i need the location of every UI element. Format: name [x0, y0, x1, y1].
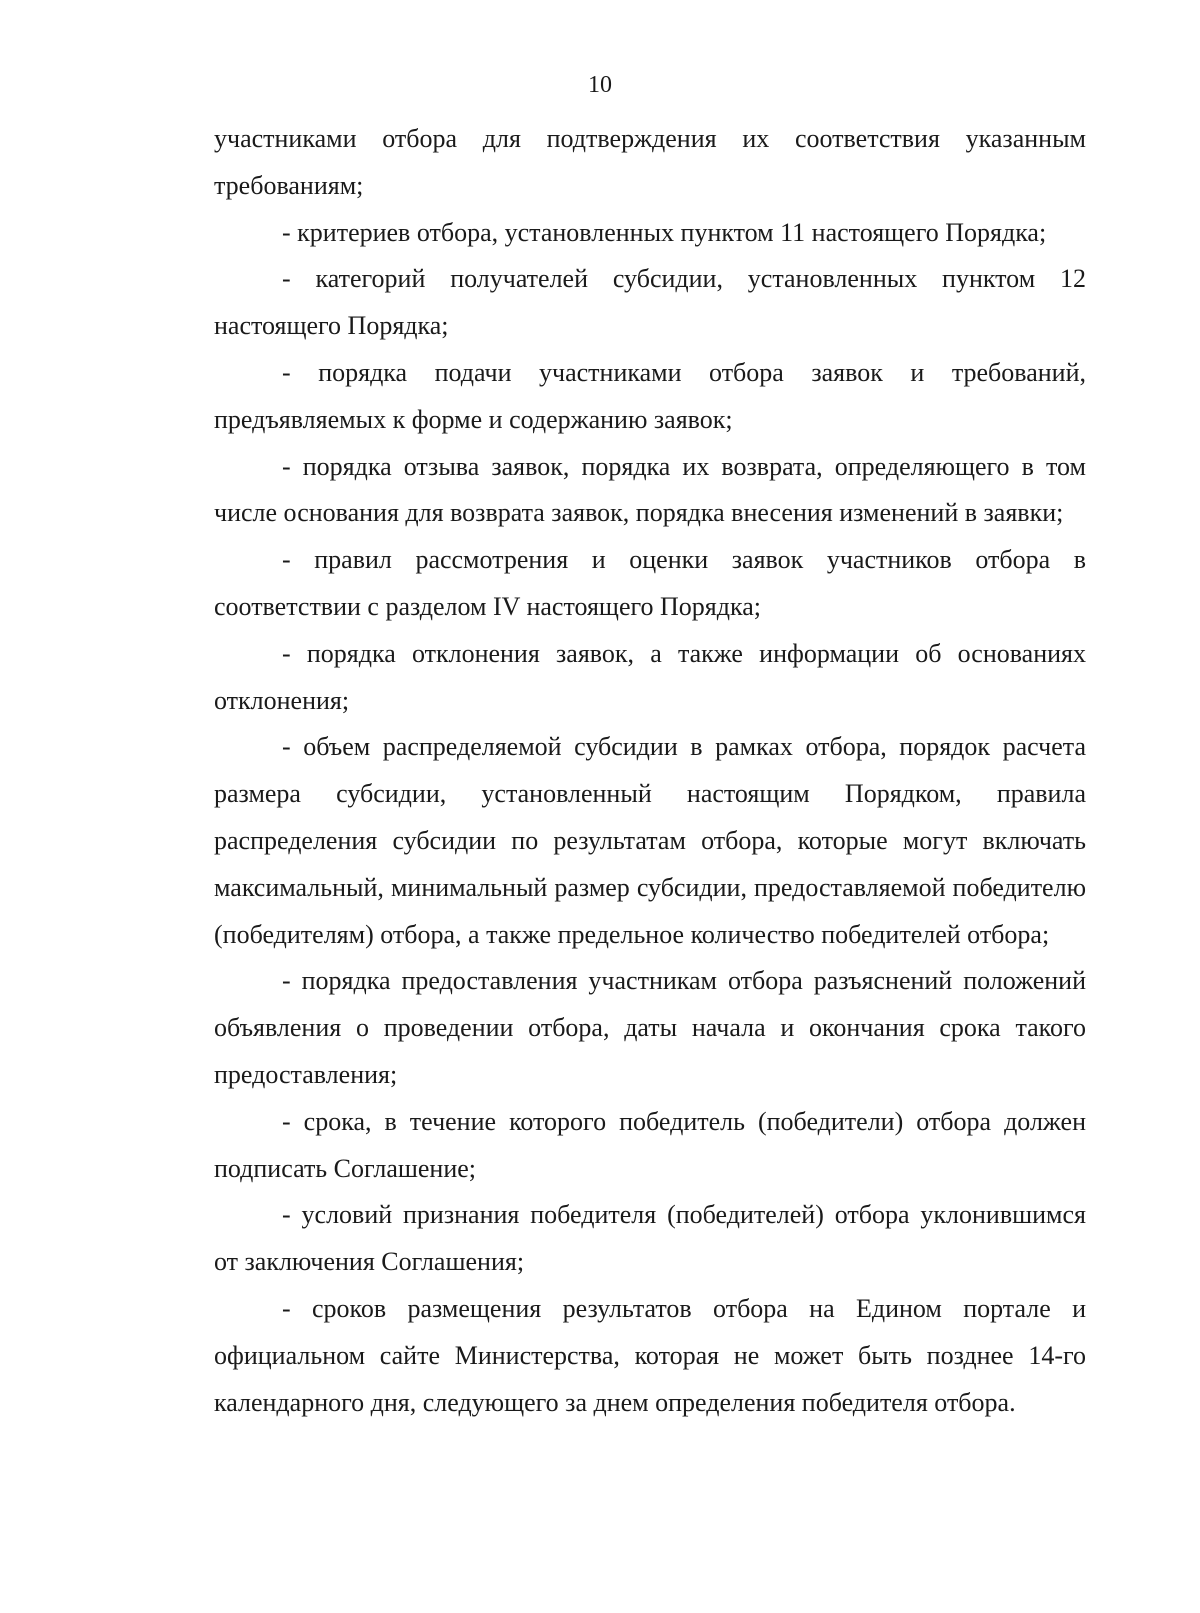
- paragraph: - сроков размещения результатов отбора на Едином портале и официальном сайте Министерства, которая не может быть позднее 14-го календарного дня, следующего за днем определения победителя отбора.: [214, 1293, 1086, 1417]
- paragraph: - критериев отбора, установленных пунктом 11 настоящего Порядка;: [282, 217, 1047, 247]
- paragraph: - срока, в течение которого победитель (победители) отбора должен подписать Соглашение;: [214, 1106, 1086, 1183]
- paragraph: - правил рассмотрения и оценки заявок участников отбора в соответствии с разделом IV настоящего Порядка;: [214, 545, 1086, 621]
- paragraph: - объем распределяемой субсидии в рамках отбора, порядок расчета размера субсидии, установленный настоящим Порядком, правила распределения субсидии по результатам отбора, которые могут включать максимальный, минимальный размер субсидии, предоставляемой победителю (победителям) отбора, а также предельное количество победителей отбора;: [214, 732, 1086, 949]
- paragraph: - категорий получателей субсидии, установленных пунктом 12 настоящего Порядка;: [214, 264, 1086, 341]
- body-text: [214, 116, 1086, 1426]
- paragraph: - порядка подачи участниками отбора заявок и требований, предъявляемых к форме и содержанию заявок;: [214, 357, 1086, 434]
- paragraph: - порядка предоставления участникам отбора разъяснений положений объявления о проведении отбора, даты начала и окончания срока такого предоставления;: [214, 966, 1086, 1089]
- page-number: 10: [588, 72, 612, 98]
- paragraph: участниками отбора для подтверждения их соответствия указанным требованиям;: [214, 124, 1086, 200]
- paragraph: - порядка отклонения заявок, а также информации об основаниях отклонения;: [214, 638, 1086, 715]
- paragraph: - порядка отзыва заявок, порядка их возврата, определяющего в том числе основания для возврата заявок, порядка внесения изменений в заявки;: [214, 451, 1086, 528]
- paragraph: - условий признания победителя (победителей) отбора уклонившимся от заключения Соглашения;: [214, 1200, 1086, 1277]
